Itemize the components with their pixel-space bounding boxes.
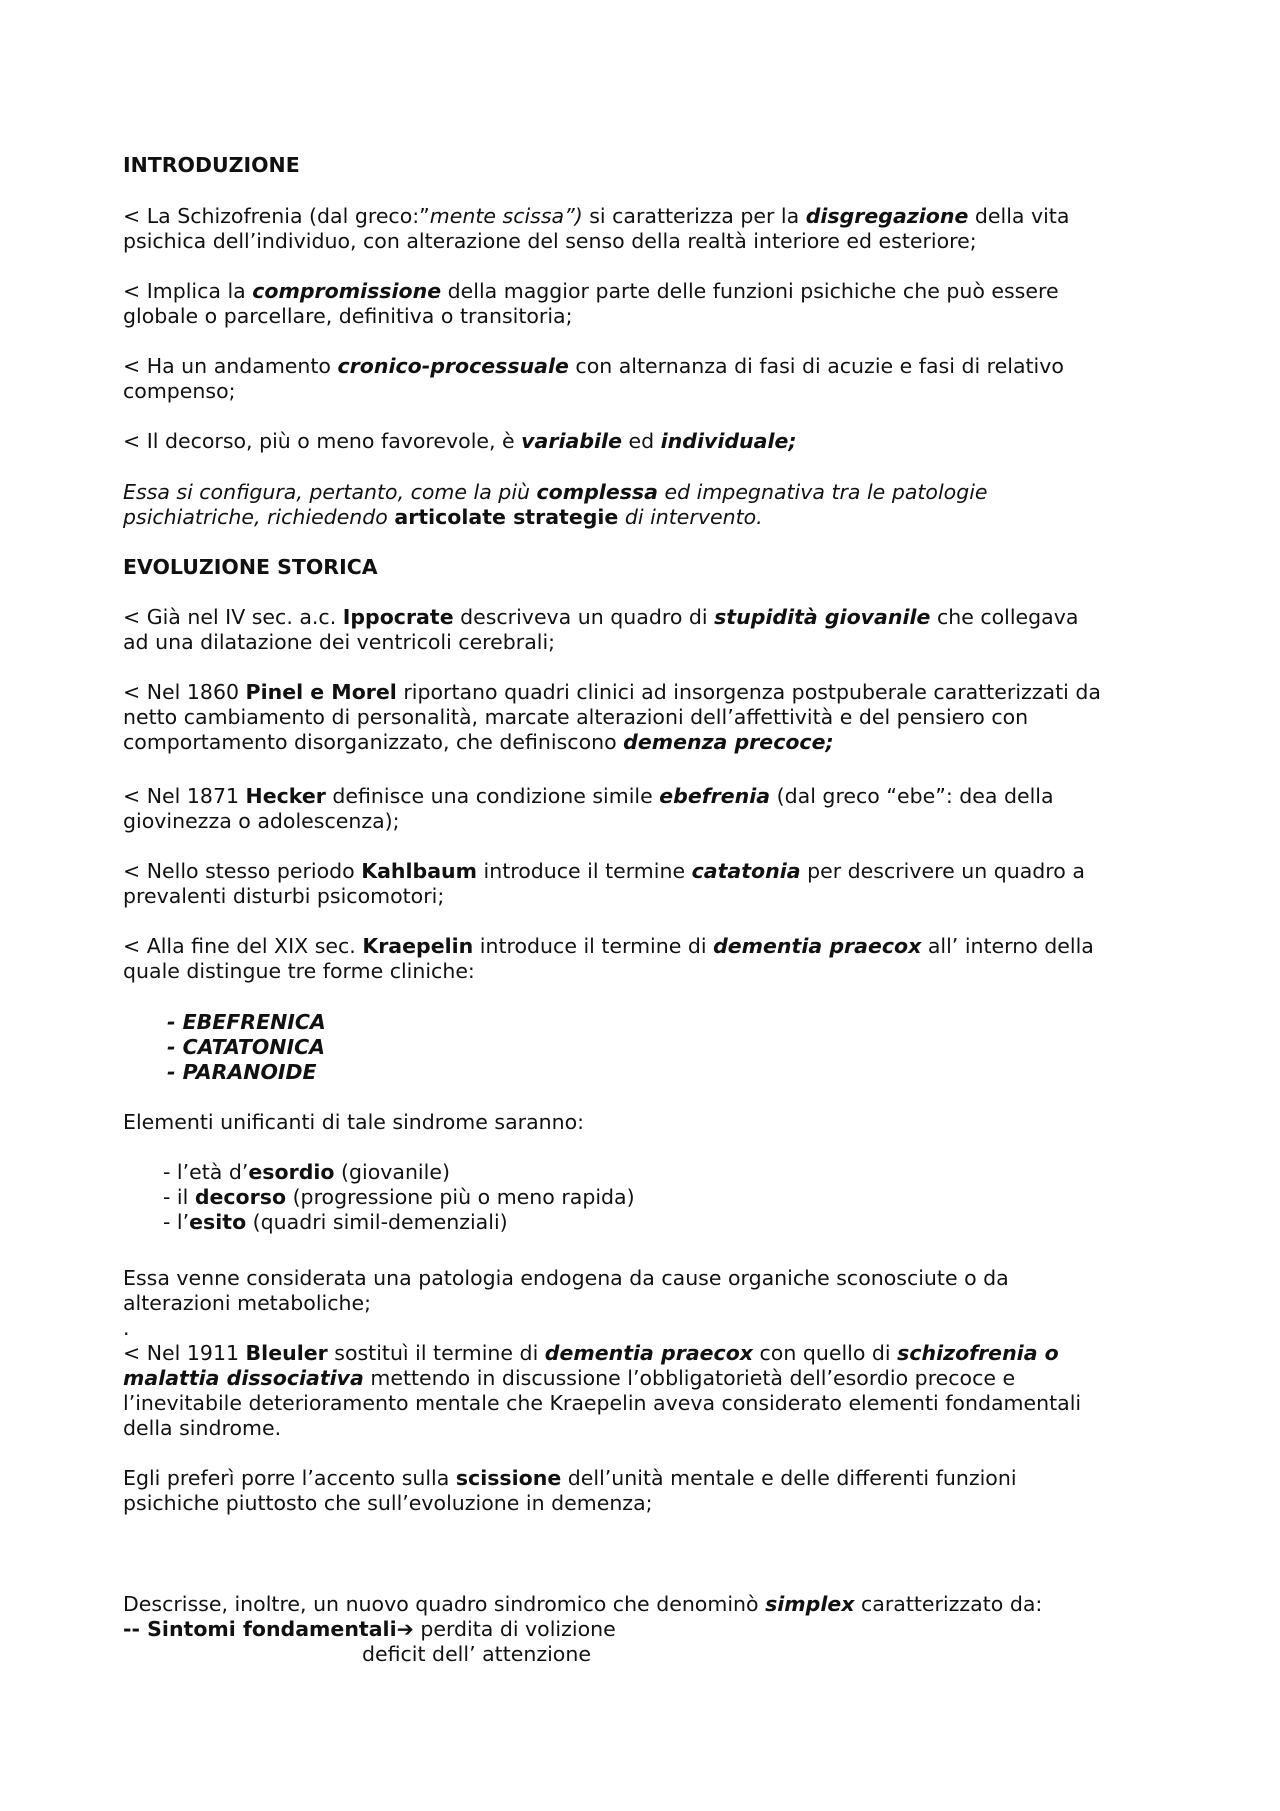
- list-item-elemento: - l’esito (quadri simil-demenziali): [163, 1210, 508, 1234]
- paragraph-line: < Implica la compromissione della maggior parte delle funzioni psichiche che può essere: [123, 279, 1059, 303]
- paragraph-line: della sindrome.: [123, 1416, 282, 1440]
- paragraph-line: giovinezza o adolescenza);: [123, 809, 400, 833]
- paragraph-line: comportamento disorganizzato, che definiscono demenza precoce;: [123, 730, 834, 754]
- paragraph-line: malattia dissociativa mettendo in discussione l’obbligatorietà dell’esordio precoce e: [123, 1366, 1016, 1390]
- paragraph-line: Elementi unificanti di tale sindrome saranno:: [123, 1110, 585, 1134]
- paragraph-line: prevalenti disturbi psicomotori;: [123, 884, 445, 908]
- paragraph-line: < Il decorso, più o meno favorevole, è variabile ed individuale;: [123, 429, 797, 453]
- list-item-forma-clinica: - EBEFRENICA: [167, 1010, 326, 1034]
- paragraph-line: l’inevitabile deterioramento mentale che Kraepelin aveva considerato elementi fondamentali: [123, 1391, 1082, 1415]
- paragraph-line: -- Sintomi fondamentali➔ perdita di volizione: [123, 1617, 616, 1641]
- paragraph-line: globale o parcellare, definitiva o transitoria;: [123, 304, 573, 328]
- paragraph-line: < Ha un andamento cronico-processuale con alternanza di fasi di acuzie e fasi di relativo: [123, 354, 1064, 378]
- paragraph-line: ad una dilatazione dei ventricoli cerebrali;: [123, 630, 556, 654]
- paragraph-line: < La Schizofrenia (dal greco:”mente scissa”) si caratterizza per la disgregazione della vita: [123, 204, 1070, 228]
- paragraph-line: quale distingue tre forme cliniche:: [123, 959, 475, 983]
- paragraph-line: Essa venne considerata una patologia endogena da cause organiche sconosciute o da: [123, 1266, 1009, 1290]
- paragraph-line: netto cambiamento di personalità, marcate alterazioni dell’affettività e del pensiero con: [123, 705, 1029, 729]
- paragraph-line: < Nel 1871 Hecker definisce una condizione simile ebefrenia (dal greco “ebe”: dea della: [123, 784, 1054, 808]
- paragraph-line: < Nel 1911 Bleuler sostituì il termine di dementia praecox con quello di schizofrenia o: [123, 1341, 1059, 1365]
- section-heading-introduzione: INTRODUZIONE: [123, 153, 300, 177]
- list-item-forma-clinica: - PARANOIDE: [167, 1060, 317, 1084]
- section-heading-evoluzione-storica: EVOLUZIONE STORICA: [123, 555, 378, 579]
- paragraph-line: Essa si configura, pertanto, come la più complessa ed impegnativa tra le patologie: [123, 480, 988, 504]
- paragraph-line: compenso;: [123, 379, 236, 403]
- paragraph-line: psichica dell’individuo, con alterazione del senso della realtà interiore ed esteriore;: [123, 229, 977, 253]
- paragraph-line: Descrisse, inoltre, un nuovo quadro sindromico che denominò simplex caratterizzato da:: [123, 1592, 1043, 1616]
- paragraph-line: < Già nel IV sec. a.c. Ippocrate descriveva un quadro di stupidità giovanile che collegava: [123, 605, 1079, 629]
- stray-dot: .: [123, 1316, 130, 1340]
- list-item-forma-clinica: - CATATONICA: [167, 1035, 325, 1059]
- list-item-elemento: - il decorso (progressione più o meno rapida): [163, 1185, 635, 1209]
- paragraph-line: deficit dell’ attenzione: [362, 1642, 591, 1666]
- paragraph-line: psichiatriche, richiedendo articolate strategie di intervento.: [123, 505, 763, 529]
- paragraph-line: < Nel 1860 Pinel e Morel riportano quadri clinici ad insorgenza postpuberale caratterizzati da: [123, 680, 1101, 704]
- paragraph-line: < Nello stesso periodo Kahlbaum introduce il termine catatonia per descrivere un quadro a: [123, 859, 1085, 883]
- paragraph-line: alterazioni metaboliche;: [123, 1291, 372, 1315]
- paragraph-line: < Alla fine del XIX sec. Kraepelin introduce il termine di dementia praecox all’ interno della: [123, 934, 1094, 958]
- list-item-elemento: - l’età d’esordio (giovanile): [163, 1160, 450, 1184]
- paragraph-line: Egli preferì porre l’accento sulla scissione dell’unità mentale e delle differenti funzioni: [123, 1466, 1017, 1490]
- arrow-right-icon: ➔: [396, 1617, 414, 1641]
- paragraph-line: psichiche piuttosto che sull’evoluzione in demenza;: [123, 1491, 653, 1515]
